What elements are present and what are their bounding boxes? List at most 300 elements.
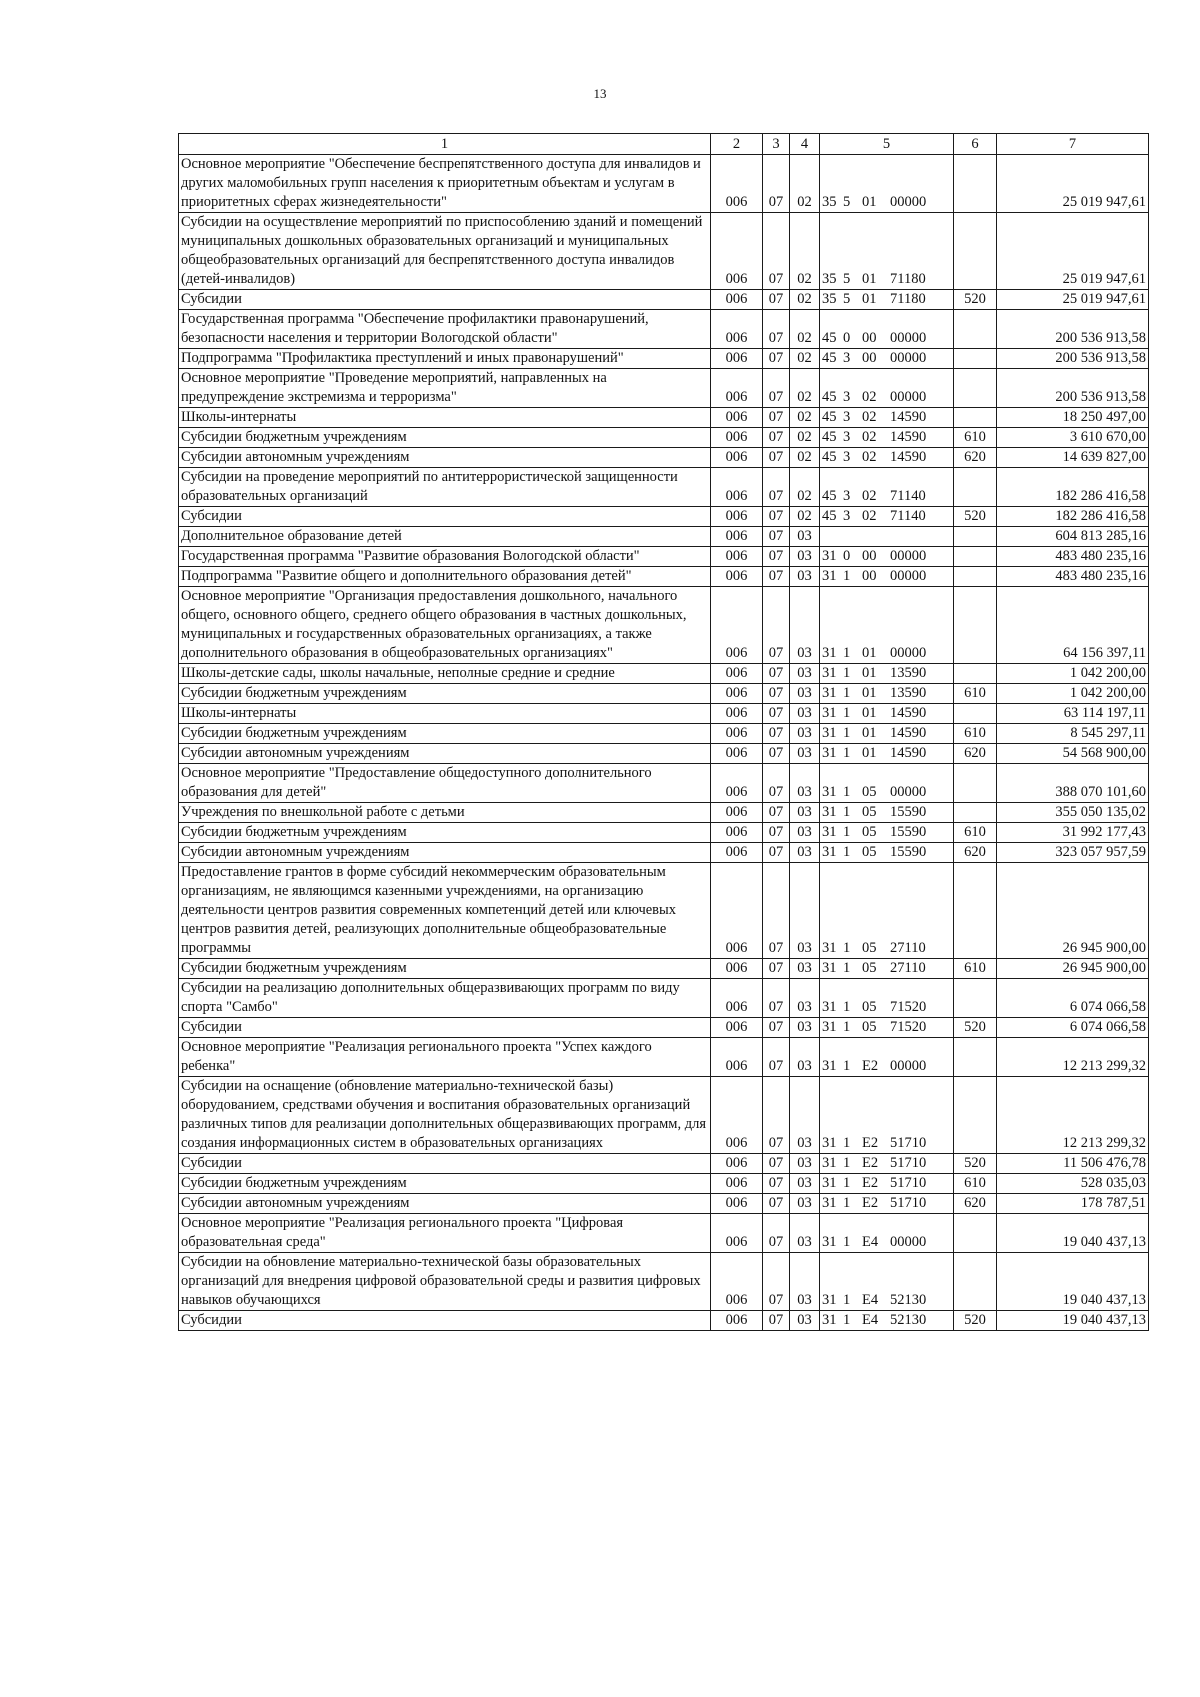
target-article-part: E4 [862,1312,879,1328]
target-article-part: 00 [862,330,877,346]
amount: 25 019 947,61 [997,155,1149,213]
subsection-code: 03 [790,1253,820,1311]
amount: 54 568 900,00 [997,744,1149,764]
table-row [179,863,1149,959]
header-cell: 4 [790,134,820,155]
expense-type-code [954,155,997,213]
section-code: 07 [763,587,790,664]
target-article-part: 02 [862,429,877,445]
target-article-part: 00000 [890,548,927,564]
target-article-part: E2 [862,1135,879,1151]
subsection-code: 03 [790,843,820,863]
section-code: 07 [763,684,790,704]
target-article-part: 3 [843,389,851,405]
target-article-code [820,310,954,349]
table-row [179,567,1149,587]
target-article-part: 1 [843,1292,851,1308]
department-code: 006 [711,1253,763,1311]
header-row [179,134,1149,155]
table-row [179,724,1149,744]
item-name: Субсидии [179,1018,711,1038]
target-article-code [820,664,954,684]
target-article-part: 00000 [890,1058,927,1074]
section-code: 07 [763,507,790,527]
target-article-code [820,587,954,664]
item-name: Субсидии [179,290,711,310]
subsection-code: 03 [790,704,820,724]
item-name: Подпрограмма "Профилактика преступлений и иных правонарушений" [179,349,711,369]
department-code: 006 [711,448,763,468]
target-article-part: 14590 [890,725,927,741]
target-article-part: 45 [822,409,837,425]
department-code: 006 [711,213,763,290]
target-article-part: 5 [843,271,851,287]
target-article-part: 1 [843,645,851,661]
target-article-part: 1 [843,1312,851,1328]
target-article-part: 3 [843,449,851,465]
department-code: 006 [711,979,763,1018]
department-code: 006 [711,803,763,823]
target-article-part: 27110 [890,960,926,976]
table-row [179,1214,1149,1253]
target-article-part: 31 [822,1155,837,1171]
section-code: 07 [763,1174,790,1194]
target-article-part: 00000 [890,568,927,584]
target-article-part: 31 [822,568,837,584]
department-code: 006 [711,1194,763,1214]
department-code: 006 [711,1018,763,1038]
expense-type-code [954,803,997,823]
expense-type-code [954,547,997,567]
target-article-part: 15590 [890,824,927,840]
target-article-code [820,213,954,290]
table-row [179,428,1149,448]
item-name: Субсидии [179,507,711,527]
target-article-part: 14590 [890,705,927,721]
target-article-part: 00 [862,548,877,564]
target-article-part: 01 [862,194,877,210]
item-name: Субсидии бюджетным учреждениям [179,724,711,744]
expense-type-code [954,1077,997,1154]
target-article-part: 1 [843,1175,851,1191]
department-code: 006 [711,468,763,507]
section-code: 07 [763,1311,790,1331]
table-row [179,290,1149,310]
target-article-part: 1 [843,1019,851,1035]
expense-type-code [954,764,997,803]
amount: 19 040 437,13 [997,1253,1149,1311]
table-row [179,1018,1149,1038]
section-code: 07 [763,1077,790,1154]
table-row [179,310,1149,349]
section-code: 07 [763,468,790,507]
target-article-part: 1 [843,1058,851,1074]
target-article-part: 14590 [890,429,927,445]
target-article-part: 31 [822,705,837,721]
target-article-code [820,959,954,979]
target-article-part: 1 [843,784,851,800]
target-article-part: 1 [843,568,851,584]
target-article-part: 35 [822,194,837,210]
subsection-code: 03 [790,587,820,664]
subsection-code: 03 [790,1018,820,1038]
amount: 200 536 913,58 [997,310,1149,349]
expense-type-code [954,863,997,959]
item-name: Субсидии бюджетным учреждениям [179,428,711,448]
page-number: 13 [593,86,607,101]
target-article-part: 31 [822,665,837,681]
target-article-part: 71180 [890,291,926,307]
target-article-part: 14590 [890,449,927,465]
expense-type-code [954,527,997,547]
header-cell: 2 [711,134,763,155]
table-row [179,823,1149,843]
department-code: 006 [711,587,763,664]
target-article-part: 45 [822,488,837,504]
target-article-part: 02 [862,488,877,504]
target-article-code [820,704,954,724]
expense-type-code [954,369,997,408]
department-code: 006 [711,1154,763,1174]
target-article-code [820,843,954,863]
target-article-part: 31 [822,1058,837,1074]
department-code: 006 [711,1311,763,1331]
target-article-part: 3 [843,429,851,445]
department-code: 006 [711,428,763,448]
section-code: 07 [763,823,790,843]
target-article-code [820,349,954,369]
item-name: Субсидии автономным учреждениям [179,744,711,764]
target-article-part: 1 [843,824,851,840]
target-article-code [820,567,954,587]
table-row [179,1311,1149,1331]
target-article-code [820,1174,954,1194]
target-article-part: 3 [843,488,851,504]
target-article-code [820,803,954,823]
target-article-part: 02 [862,508,877,524]
target-article-part: 31 [822,1019,837,1035]
target-article-part: 1 [843,1135,851,1151]
section-code: 07 [763,1194,790,1214]
expense-type-code [954,1253,997,1311]
item-name: Дополнительное образование детей [179,527,711,547]
target-article-part: 71140 [890,508,926,524]
subsection-code: 03 [790,764,820,803]
expense-type-code: 610 [954,1174,997,1194]
target-article-part: 27110 [890,940,926,956]
target-article-part: 01 [862,271,877,287]
target-article-part: 00000 [890,645,927,661]
item-name: Субсидии на обновление материально-технической базы образовательных организаций для внедрения цифровой образовательной среды и развития цифровых навыков обучающихся [179,1253,711,1311]
target-article-part: E2 [862,1175,879,1191]
amount: 12 213 299,32 [997,1077,1149,1154]
target-article-part: 31 [822,725,837,741]
target-article-code [820,1194,954,1214]
expense-type-code: 520 [954,1154,997,1174]
department-code: 006 [711,1214,763,1253]
target-article-part: 1 [843,1155,851,1171]
target-article-part: E4 [862,1292,879,1308]
expense-type-code [954,1214,997,1253]
item-name: Школы-интернаты [179,704,711,724]
target-article-code [820,684,954,704]
section-code: 07 [763,1253,790,1311]
target-article-part: 01 [862,685,877,701]
target-article-code [820,369,954,408]
target-article-part: 1 [843,705,851,721]
expense-type-code [954,349,997,369]
amount: 182 286 416,58 [997,507,1149,527]
department-code: 006 [711,349,763,369]
item-name: Субсидии бюджетным учреждениям [179,959,711,979]
expense-type-code [954,468,997,507]
item-name: Предоставление грантов в форме субсидий некоммерческим образовательным организациям, не являющимся казенными учреждениями, на организацию деятельности центров развития современных компетенций детей или ключевых центров развития детей, реализующих дополнительные общеобразовательные программы [179,863,711,959]
target-article-part: 15590 [890,844,927,860]
target-article-part: 45 [822,330,837,346]
target-article-part: 02 [862,389,877,405]
subsection-code: 03 [790,1194,820,1214]
expense-type-code [954,979,997,1018]
amount: 8 545 297,11 [997,724,1149,744]
target-article-part: 00 [862,568,877,584]
item-name: Субсидии автономным учреждениям [179,843,711,863]
subsection-code: 02 [790,408,820,428]
target-article-code [820,863,954,959]
department-code: 006 [711,408,763,428]
target-article-code [820,428,954,448]
table-row [179,1194,1149,1214]
table-row [179,1253,1149,1311]
section-code: 07 [763,567,790,587]
table-row [179,684,1149,704]
subsection-code: 03 [790,823,820,843]
item-name: Учреждения по внешкольной работе с детьми [179,803,711,823]
amount: 182 286 416,58 [997,468,1149,507]
section-code: 07 [763,428,790,448]
subsection-code: 02 [790,448,820,468]
section-code: 07 [763,448,790,468]
target-article-part: 31 [822,804,837,820]
target-article-part: 01 [862,745,877,761]
target-article-part: 05 [862,784,877,800]
department-code: 006 [711,369,763,408]
section-code: 07 [763,979,790,1018]
table-row [179,1174,1149,1194]
target-article-part: 02 [862,409,877,425]
amount: 64 156 397,11 [997,587,1149,664]
target-article-part: 1 [843,1234,851,1250]
target-article-part: 3 [843,409,851,425]
target-article-part: 0 [843,548,851,564]
item-name: Субсидии на оснащение (обновление материально-технической базы) оборудованием, средствами обучения и воспитания образовательных организаций различных типов для реализации дополнительных общеразвивающих программ, для создания информационных систем в образовательных организациях [179,1077,711,1154]
section-code: 07 [763,408,790,428]
subsection-code: 03 [790,979,820,1018]
section-code: 07 [763,213,790,290]
header-cell: 5 [820,134,954,155]
target-article-code [820,448,954,468]
header-cell: 3 [763,134,790,155]
target-article-part: 31 [822,1292,837,1308]
target-article-part: 31 [822,745,837,761]
item-name: Субсидии на проведение мероприятий по антитеррористической защищенности образовательных организаций [179,468,711,507]
expense-type-code [954,567,997,587]
section-code: 07 [763,527,790,547]
department-code: 006 [711,1077,763,1154]
section-code: 07 [763,1038,790,1077]
table-row [179,979,1149,1018]
target-article-code [820,1038,954,1077]
amount: 26 945 900,00 [997,959,1149,979]
table-row [179,448,1149,468]
department-code: 006 [711,1174,763,1194]
amount: 14 639 827,00 [997,448,1149,468]
target-article-part: 35 [822,271,837,287]
table-row [179,349,1149,369]
table-row [179,1077,1149,1154]
target-article-part: 51710 [890,1175,927,1191]
subsection-code: 03 [790,744,820,764]
target-article-part: 35 [822,291,837,307]
subsection-code: 02 [790,468,820,507]
section-code: 07 [763,155,790,213]
amount: 3 610 670,00 [997,428,1149,448]
section-code: 07 [763,803,790,823]
target-article-part: 13590 [890,665,927,681]
item-name: Субсидии автономным учреждениям [179,1194,711,1214]
subsection-code: 03 [790,1077,820,1154]
target-article-part: 14590 [890,745,927,761]
target-article-code [820,507,954,527]
amount: 6 074 066,58 [997,979,1149,1018]
expense-type-code [954,408,997,428]
subsection-code: 03 [790,684,820,704]
amount: 19 040 437,13 [997,1214,1149,1253]
amount: 25 019 947,61 [997,290,1149,310]
subsection-code: 03 [790,1311,820,1331]
target-article-part: 51710 [890,1155,927,1171]
target-article-part: 05 [862,999,877,1015]
target-article-code [820,527,954,547]
section-code: 07 [763,959,790,979]
subsection-code: 02 [790,310,820,349]
target-article-part: 02 [862,449,877,465]
target-article-part: 00000 [890,330,927,346]
amount: 1 042 200,00 [997,664,1149,684]
target-article-part: 15590 [890,804,927,820]
department-code: 006 [711,290,763,310]
target-article-part: 31 [822,1195,837,1211]
target-article-part: 05 [862,824,877,840]
item-name: Основное мероприятие "Реализация регионального проекта "Успех каждого ребенка" [179,1038,711,1077]
target-article-part: 1 [843,804,851,820]
item-name: Субсидии автономным учреждениям [179,448,711,468]
table-row [179,527,1149,547]
section-code: 07 [763,1214,790,1253]
item-name: Субсидии [179,1311,711,1331]
budget-table [178,133,1149,1331]
target-article-part: 31 [822,1135,837,1151]
target-article-part: 1 [843,745,851,761]
target-article-part: 00000 [890,350,927,366]
table-row [179,704,1149,724]
target-article-code [820,547,954,567]
expense-type-code: 520 [954,1018,997,1038]
target-article-part: 00000 [890,1234,927,1250]
item-name: Субсидии [179,1154,711,1174]
item-name: Основное мероприятие "Реализация регионального проекта "Цифровая образовательная среда" [179,1214,711,1253]
item-name: Школы-детские сады, школы начальные, неполные средние и средние [179,664,711,684]
table-row [179,155,1149,213]
target-article-part: 71140 [890,488,926,504]
target-article-part: 45 [822,429,837,445]
item-name: Субсидии бюджетным учреждениям [179,684,711,704]
expense-type-code: 520 [954,1311,997,1331]
item-name: Субсидии на осуществление мероприятий по приспособлению зданий и помещений муниципальных дошкольных образовательных организаций и муниципальных общеобразовательных организаций для беспрепятственного доступа инвалидов (детей-инвалидов) [179,213,711,290]
target-article-part: 01 [862,665,877,681]
target-article-part: 31 [822,824,837,840]
target-article-code [820,1311,954,1331]
subsection-code: 02 [790,349,820,369]
target-article-part: 45 [822,449,837,465]
target-article-code [820,468,954,507]
target-article-part: 1 [843,940,851,956]
target-article-part: 05 [862,844,877,860]
target-article-part: 31 [822,645,837,661]
target-article-part: 1 [843,685,851,701]
table-row [179,843,1149,863]
target-article-part: 00000 [890,784,927,800]
department-code: 006 [711,863,763,959]
subsection-code: 03 [790,863,820,959]
target-article-part: 3 [843,350,851,366]
table-body [179,155,1149,1331]
table-row [179,587,1149,664]
target-article-part: 5 [843,291,851,307]
department-code: 006 [711,547,763,567]
target-article-part: 1 [843,844,851,860]
target-article-part: 52130 [890,1312,927,1328]
subsection-code: 02 [790,290,820,310]
department-code: 006 [711,744,763,764]
subsection-code: 03 [790,1174,820,1194]
target-article-code [820,764,954,803]
target-article-part: 1 [843,960,851,976]
section-code: 07 [763,369,790,408]
expense-type-code: 620 [954,843,997,863]
target-article-part: 31 [822,685,837,701]
target-article-part: 0 [843,330,851,346]
amount: 528 035,03 [997,1174,1149,1194]
table-row [179,803,1149,823]
target-article-part: E2 [862,1058,879,1074]
target-article-part: 31 [822,940,837,956]
amount: 604 813 285,16 [997,527,1149,547]
department-code: 006 [711,310,763,349]
target-article-code [820,408,954,428]
department-code: 006 [711,664,763,684]
expense-type-code: 520 [954,290,997,310]
expense-type-code: 610 [954,684,997,704]
item-name: Подпрограмма "Развитие общего и дополнительного образования детей" [179,567,711,587]
table-row [179,959,1149,979]
subsection-code: 02 [790,213,820,290]
target-article-part: 31 [822,1175,837,1191]
department-code: 006 [711,527,763,547]
department-code: 006 [711,823,763,843]
department-code: 006 [711,704,763,724]
table-row [179,213,1149,290]
amount: 12 213 299,32 [997,1038,1149,1077]
